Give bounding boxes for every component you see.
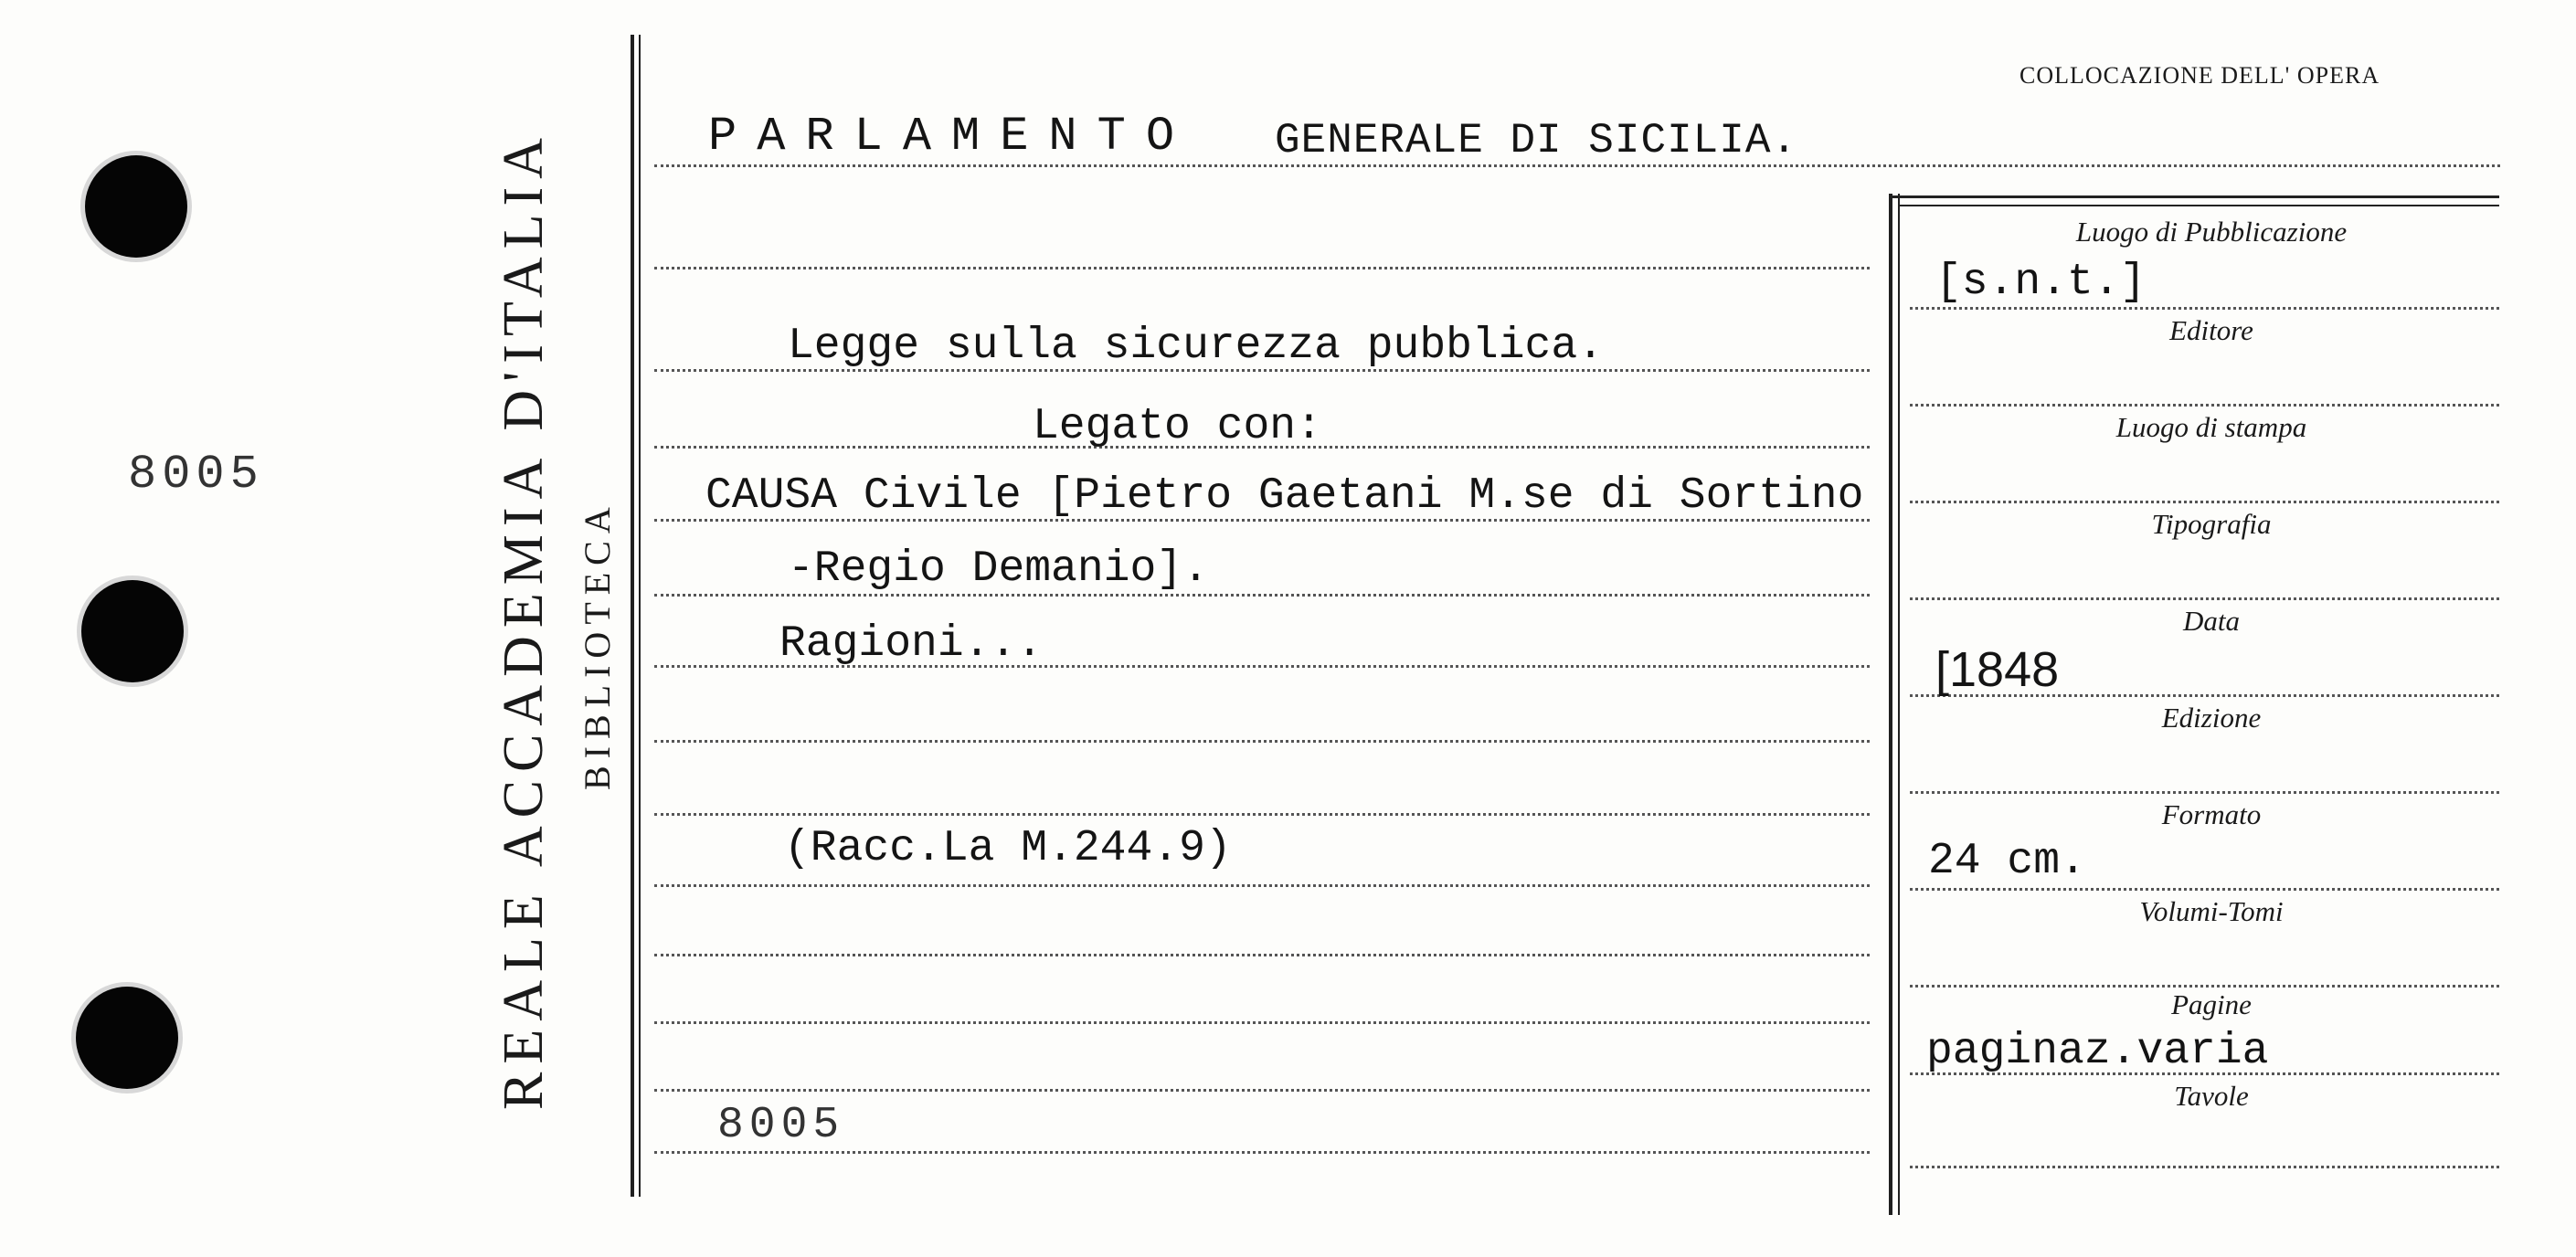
- title-line: Legge sulla sicurezza pubblica.: [788, 322, 1604, 371]
- field-rule-1: [1910, 307, 2499, 310]
- panel-left-rule-inner: [1898, 194, 1900, 1215]
- panel-top-rule: [1892, 195, 2499, 198]
- cause-line-cont: -Regio Demanio].: [788, 544, 1209, 594]
- main-rule-12: [654, 1021, 1870, 1024]
- field-rule-10: [1910, 1166, 2499, 1168]
- main-rule-6: [654, 594, 1870, 597]
- label-place-of-printing: Luogo di stampa: [2115, 411, 2307, 443]
- collection-shelfmark: (Racc.La M.244.9): [784, 824, 1232, 873]
- value-pages: paginaz.varia: [1926, 1027, 2269, 1076]
- panel-top-rule-inner: [1899, 205, 2499, 206]
- main-rule-11: [654, 954, 1870, 956]
- main-rule-14: [654, 1151, 1870, 1154]
- value-format: 24 cm.: [1928, 837, 2086, 886]
- main-rule-13: [654, 1089, 1870, 1092]
- bottom-call-number: 8005: [717, 1101, 845, 1150]
- panel-left-rule: [1889, 194, 1892, 1215]
- label-format: Formato: [2161, 798, 2262, 830]
- label-date: Data: [2183, 605, 2240, 637]
- field-rule-2: [1910, 404, 2499, 407]
- field-rule-6: [1910, 791, 2499, 794]
- margin-call-number: 8005: [128, 448, 264, 502]
- main-rule-8: [654, 740, 1870, 743]
- heading-rest: GENERALE DI SICILIA.: [1275, 117, 1798, 164]
- main-left-rule: [631, 35, 634, 1197]
- heading-spaced: PARLAMENTO: [708, 110, 1195, 164]
- punch-hole-bottom: [76, 987, 178, 1089]
- cause-line: CAUSA Civile [Pietro Gaetani M.se di Sortino: [705, 471, 1864, 521]
- institution-name: REALE ACCADEMIA D'ITALIA: [493, 130, 555, 1110]
- reasons-line: Ragioni...: [779, 619, 1044, 669]
- main-rule-1: [654, 164, 2500, 167]
- field-rule-3: [1910, 501, 2499, 503]
- library-label: BIBLIOTECA: [577, 500, 618, 790]
- value-date: [1848: [1935, 642, 2060, 697]
- field-rule-7: [1910, 888, 2499, 891]
- label-publisher: Editore: [2169, 314, 2253, 346]
- label-printer: Tipografia: [2151, 508, 2272, 540]
- label-volumes: Volumi-Tomi: [2139, 895, 2284, 927]
- bound-with-line: Legato con:: [1033, 402, 1322, 451]
- label-edition: Edizione: [2161, 702, 2262, 734]
- punch-hole-top: [85, 155, 187, 258]
- label-plates: Tavole: [2174, 1080, 2249, 1112]
- label-pages: Pagine: [2171, 988, 2252, 1020]
- punch-hole-middle: [81, 580, 184, 682]
- main-left-rule-inner: [639, 35, 641, 1197]
- field-rule-8: [1910, 985, 2499, 988]
- main-rule-9: [654, 813, 1870, 816]
- main-rule-2: [654, 267, 1870, 269]
- main-rule-10: [654, 884, 1870, 887]
- label-place-of-publication: Luogo di Pubblicazione: [2075, 216, 2348, 248]
- collocation-header: COLLOCAZIONE DELL' OPERA: [2019, 62, 2380, 89]
- value-place-of-publication: [s.n.t.]: [1935, 258, 2147, 307]
- field-rule-4: [1910, 597, 2499, 600]
